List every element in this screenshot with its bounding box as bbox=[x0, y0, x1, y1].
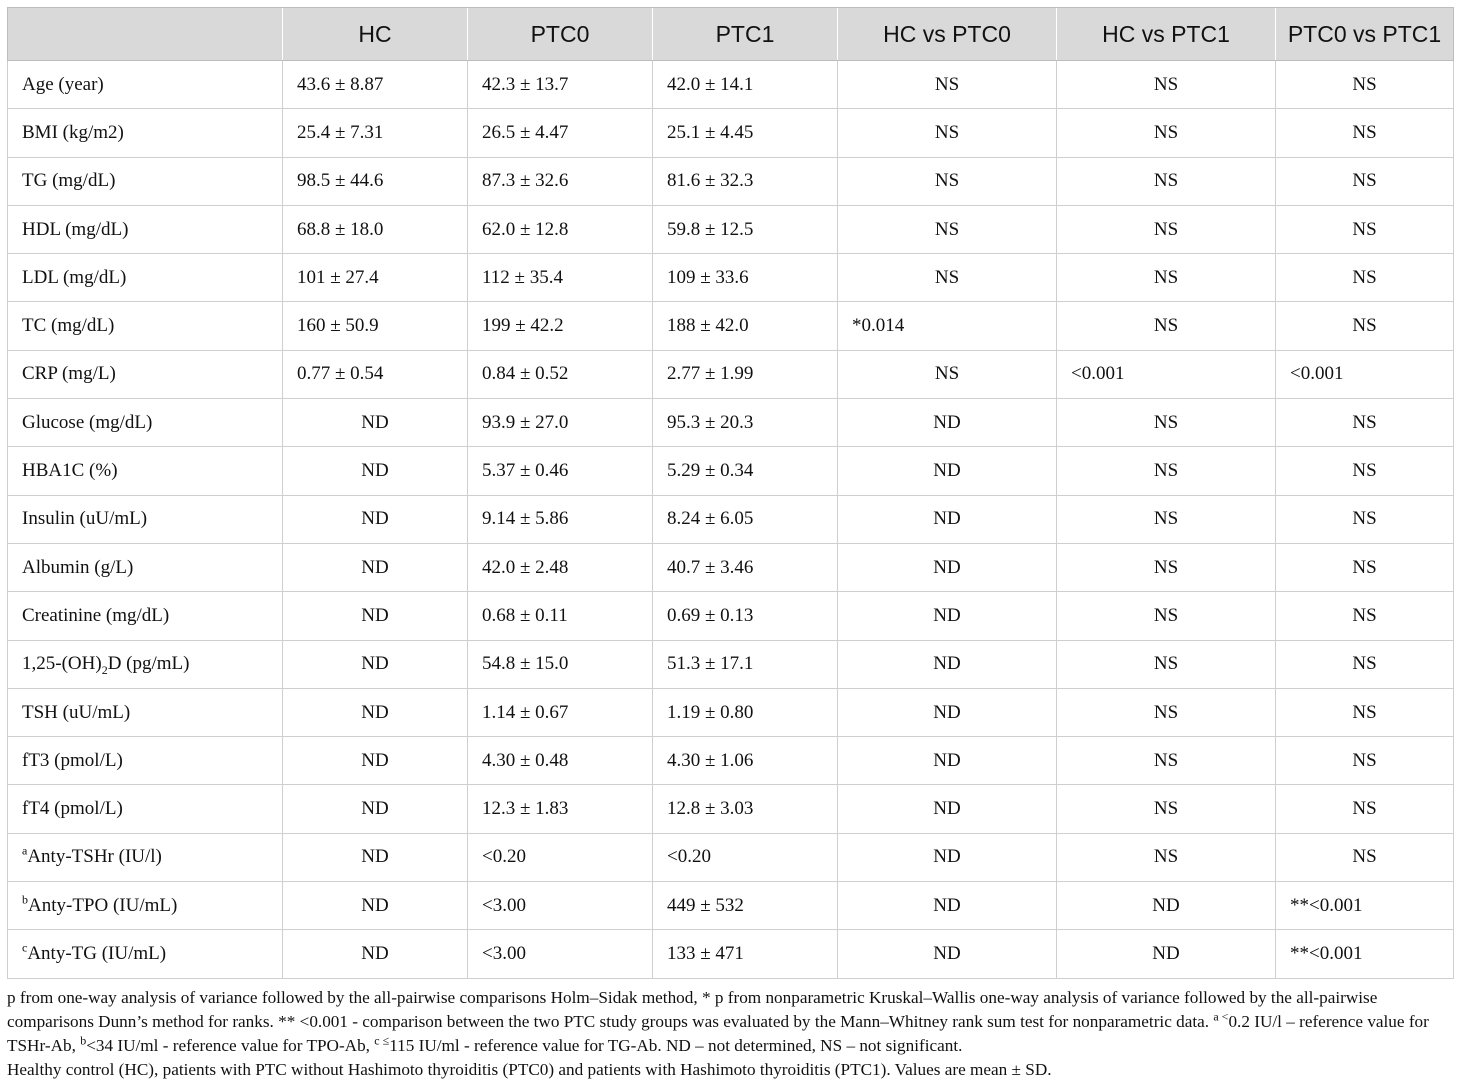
cell-ptc1: 95.3 ± 20.3 bbox=[653, 399, 838, 447]
cell-hc-vs-ptc1: NS bbox=[1057, 688, 1276, 736]
footnote-methods bbox=[7, 986, 1453, 1058]
cell-hc-vs-ptc0: NS bbox=[838, 350, 1057, 398]
cell-ptc0-vs-ptc1: NS bbox=[1276, 833, 1454, 881]
table-body bbox=[8, 61, 1454, 979]
cell-ptc1: 12.8 ± 3.03 bbox=[653, 785, 838, 833]
cell-hc-vs-ptc1: NS bbox=[1057, 592, 1276, 640]
table-row bbox=[8, 399, 1454, 447]
cell-hc-vs-ptc1: <0.001 bbox=[1057, 350, 1276, 398]
cell-ptc1: 0.69 ± 0.13 bbox=[653, 592, 838, 640]
footnote-methods-text: p from one-way analysis of variance followed by the all-pairwise comparisons Holm–Sidak method, * p from nonparametric Kruskal–Wallis one-way analysis of variance followed by the all-pairwise comparisons Dunn’s method for ranks. ** <0.001 - comparison between the two PTC study groups was evaluated by the Mann–Whitney rank sum test for nonparametric data. bbox=[7, 988, 1378, 1031]
footnote-ref-a: 0.2 IU/l – reference value for TSHr-Ab, bbox=[7, 1012, 1429, 1055]
row-label-text: Glucose (mg/dL) bbox=[22, 411, 153, 433]
cell-hc: 0.77 ± 0.54 bbox=[283, 350, 468, 398]
row-label bbox=[8, 350, 283, 398]
cell-ptc0: 5.37 ± 0.46 bbox=[468, 447, 653, 495]
row-label bbox=[8, 157, 283, 205]
row-label-text: fT3 (pmol/L) bbox=[22, 749, 123, 771]
row-label-text: TC (mg/dL) bbox=[22, 315, 115, 337]
row-label-superscript: a bbox=[22, 844, 28, 859]
cell-ptc1: 40.7 ± 3.46 bbox=[653, 543, 838, 591]
cell-ptc0-vs-ptc1: NS bbox=[1276, 109, 1454, 157]
cell-ptc0-vs-ptc1: NS bbox=[1276, 205, 1454, 253]
cell-ptc0: 1.14 ± 0.67 bbox=[468, 688, 653, 736]
row-label-text: HDL (mg/dL) bbox=[22, 218, 129, 240]
cell-ptc0-vs-ptc1: <0.001 bbox=[1276, 350, 1454, 398]
row-label-superscript: c bbox=[22, 940, 28, 955]
cell-ptc1: 42.0 ± 14.1 bbox=[653, 61, 838, 109]
cell-hc-vs-ptc1: NS bbox=[1057, 302, 1276, 350]
cell-hc-vs-ptc0: NS bbox=[838, 109, 1057, 157]
cell-ptc0: 112 ± 35.4 bbox=[468, 254, 653, 302]
cell-hc: ND bbox=[283, 833, 468, 881]
cell-hc-vs-ptc1: NS bbox=[1057, 447, 1276, 495]
cell-ptc0-vs-ptc1: NS bbox=[1276, 543, 1454, 591]
cell-ptc1: 1.19 ± 0.80 bbox=[653, 688, 838, 736]
cell-hc: ND bbox=[283, 543, 468, 591]
table-row bbox=[8, 543, 1454, 591]
cell-hc: ND bbox=[283, 592, 468, 640]
table-row bbox=[8, 785, 1454, 833]
cell-ptc0: 0.68 ± 0.11 bbox=[468, 592, 653, 640]
cell-ptc1: 51.3 ± 17.1 bbox=[653, 640, 838, 688]
row-label bbox=[8, 688, 283, 736]
column-header-hc-vs-ptc0: HC vs PTC0 bbox=[838, 8, 1057, 61]
cell-ptc1: 133 ± 471 bbox=[653, 930, 838, 978]
cell-hc-vs-ptc0: NS bbox=[838, 205, 1057, 253]
cell-hc: 68.8 ± 18.0 bbox=[283, 205, 468, 253]
table-row bbox=[8, 254, 1454, 302]
row-label bbox=[8, 61, 283, 109]
row-label-text: Anty-TG (IU/mL) bbox=[27, 942, 167, 964]
row-label bbox=[8, 543, 283, 591]
table-row bbox=[8, 109, 1454, 157]
cell-hc-vs-ptc0: *0.014 bbox=[838, 302, 1057, 350]
cell-hc: 98.5 ± 44.6 bbox=[283, 157, 468, 205]
cell-ptc0: <3.00 bbox=[468, 882, 653, 930]
row-label-text: TSH (uU/mL) bbox=[22, 701, 131, 723]
row-label bbox=[8, 254, 283, 302]
row-label-text: Anty-TSHr (IU/l) bbox=[27, 846, 162, 868]
cell-ptc1: 59.8 ± 12.5 bbox=[653, 205, 838, 253]
cell-ptc1: 2.77 ± 1.99 bbox=[653, 350, 838, 398]
cell-ptc0: 9.14 ± 5.86 bbox=[468, 495, 653, 543]
cell-ptc1: 81.6 ± 32.3 bbox=[653, 157, 838, 205]
cell-hc-vs-ptc1: NS bbox=[1057, 205, 1276, 253]
cell-hc-vs-ptc0: ND bbox=[838, 688, 1057, 736]
cell-hc: ND bbox=[283, 495, 468, 543]
row-label bbox=[8, 930, 283, 978]
cell-hc-vs-ptc0: ND bbox=[838, 592, 1057, 640]
row-label-text: Creatinine (mg/dL) bbox=[22, 604, 170, 626]
row-label bbox=[8, 495, 283, 543]
row-label-text: D (pg/mL) bbox=[107, 653, 190, 675]
data-table bbox=[7, 7, 1454, 979]
cell-ptc0-vs-ptc1: **<0.001 bbox=[1276, 930, 1454, 978]
cell-ptc0-vs-ptc1: NS bbox=[1276, 157, 1454, 205]
cell-hc-vs-ptc1: NS bbox=[1057, 399, 1276, 447]
cell-hc: ND bbox=[283, 737, 468, 785]
cell-ptc0: <3.00 bbox=[468, 930, 653, 978]
cell-ptc1: 8.24 ± 6.05 bbox=[653, 495, 838, 543]
cell-ptc0: 62.0 ± 12.8 bbox=[468, 205, 653, 253]
row-label bbox=[8, 109, 283, 157]
row-label bbox=[8, 833, 283, 881]
cell-ptc0-vs-ptc1: NS bbox=[1276, 254, 1454, 302]
row-label bbox=[8, 640, 283, 688]
table-header bbox=[8, 8, 1454, 61]
cell-hc-vs-ptc1: ND bbox=[1057, 930, 1276, 978]
table-row bbox=[8, 592, 1454, 640]
cell-hc-vs-ptc0: ND bbox=[838, 399, 1057, 447]
row-label-text: Age (year) bbox=[22, 73, 104, 95]
cell-ptc1: 4.30 ± 1.06 bbox=[653, 737, 838, 785]
cell-ptc0-vs-ptc1: NS bbox=[1276, 785, 1454, 833]
cell-hc-vs-ptc0: NS bbox=[838, 254, 1057, 302]
cell-hc-vs-ptc0: ND bbox=[838, 495, 1057, 543]
cell-ptc1: 25.1 ± 4.45 bbox=[653, 109, 838, 157]
row-label bbox=[8, 592, 283, 640]
cell-hc-vs-ptc0: ND bbox=[838, 785, 1057, 833]
cell-hc-vs-ptc0: ND bbox=[838, 737, 1057, 785]
row-label bbox=[8, 882, 283, 930]
footnote-sup-c: c ≤ bbox=[374, 1033, 390, 1048]
cell-hc: ND bbox=[283, 447, 468, 495]
cell-hc: ND bbox=[283, 882, 468, 930]
table-row bbox=[8, 205, 1454, 253]
cell-ptc0-vs-ptc1: NS bbox=[1276, 688, 1454, 736]
cell-hc-vs-ptc1: NS bbox=[1057, 737, 1276, 785]
column-header-hc-vs-ptc1: HC vs PTC1 bbox=[1057, 8, 1276, 61]
cell-hc-vs-ptc0: ND bbox=[838, 882, 1057, 930]
cell-hc-vs-ptc1: NS bbox=[1057, 495, 1276, 543]
table-row bbox=[8, 640, 1454, 688]
cell-ptc1: 449 ± 532 bbox=[653, 882, 838, 930]
cell-hc-vs-ptc0: NS bbox=[838, 61, 1057, 109]
cell-ptc0-vs-ptc1: NS bbox=[1276, 399, 1454, 447]
cell-hc: ND bbox=[283, 785, 468, 833]
cell-ptc0: 87.3 ± 32.6 bbox=[468, 157, 653, 205]
cell-ptc0-vs-ptc1: NS bbox=[1276, 592, 1454, 640]
cell-hc: 43.6 ± 8.87 bbox=[283, 61, 468, 109]
cell-ptc1: 109 ± 33.6 bbox=[653, 254, 838, 302]
row-label-text: BMI (kg/m2) bbox=[22, 121, 124, 143]
footnote-groups: Healthy control (HC), patients with PTC without Hashimoto thyroiditis (PTC0) and patients with Hashimoto thyroiditis (PTC1). Values are mean ± SD. bbox=[7, 1060, 1052, 1079]
table-row bbox=[8, 833, 1454, 881]
row-label-superscript: b bbox=[22, 892, 28, 907]
cell-ptc0: 4.30 ± 0.48 bbox=[468, 737, 653, 785]
table-row bbox=[8, 495, 1454, 543]
column-header-ptc0-vs-ptc1: PTC0 vs PTC1 bbox=[1276, 8, 1454, 61]
footnote-sup-a: a < bbox=[1213, 1009, 1229, 1024]
row-label-text: fT4 (pmol/L) bbox=[22, 798, 123, 820]
row-label-text: TG (mg/dL) bbox=[22, 170, 116, 192]
cell-hc-vs-ptc1: NS bbox=[1057, 157, 1276, 205]
table-row bbox=[8, 350, 1454, 398]
row-label bbox=[8, 302, 283, 350]
cell-ptc1: <0.20 bbox=[653, 833, 838, 881]
table-row bbox=[8, 688, 1454, 736]
column-header-label bbox=[8, 8, 283, 61]
table-row bbox=[8, 882, 1454, 930]
cell-hc: 101 ± 27.4 bbox=[283, 254, 468, 302]
cell-hc: ND bbox=[283, 640, 468, 688]
cell-hc: ND bbox=[283, 399, 468, 447]
table-row bbox=[8, 737, 1454, 785]
cell-ptc0-vs-ptc1: NS bbox=[1276, 61, 1454, 109]
cell-hc-vs-ptc1: ND bbox=[1057, 882, 1276, 930]
row-label-text: Albumin (g/L) bbox=[22, 556, 134, 578]
cell-hc-vs-ptc0: ND bbox=[838, 833, 1057, 881]
cell-hc-vs-ptc1: NS bbox=[1057, 833, 1276, 881]
cell-hc: ND bbox=[283, 930, 468, 978]
cell-hc: 160 ± 50.9 bbox=[283, 302, 468, 350]
row-label-text: LDL (mg/dL) bbox=[22, 266, 127, 288]
row-label bbox=[8, 205, 283, 253]
table-footnote bbox=[7, 986, 1453, 1082]
cell-ptc0-vs-ptc1: NS bbox=[1276, 640, 1454, 688]
table-row bbox=[8, 61, 1454, 109]
cell-ptc1: 188 ± 42.0 bbox=[653, 302, 838, 350]
cell-ptc0: 42.0 ± 2.48 bbox=[468, 543, 653, 591]
row-label-text: HBA1C (%) bbox=[22, 460, 118, 482]
column-header-ptc1: PTC1 bbox=[653, 8, 838, 61]
row-label-text: Insulin (uU/mL) bbox=[22, 508, 148, 530]
cell-hc-vs-ptc0: ND bbox=[838, 543, 1057, 591]
column-header-hc: HC bbox=[283, 8, 468, 61]
cell-hc-vs-ptc0: NS bbox=[838, 157, 1057, 205]
cell-hc: ND bbox=[283, 688, 468, 736]
footnote-ref-b: <34 IU/ml - reference value for TPO-Ab, bbox=[86, 1036, 370, 1055]
row-label-text: Anty-TPO (IU/mL) bbox=[28, 894, 178, 916]
cell-ptc1: 5.29 ± 0.34 bbox=[653, 447, 838, 495]
cell-hc-vs-ptc1: NS bbox=[1057, 61, 1276, 109]
row-label-text: 1,25-(OH) bbox=[22, 653, 102, 675]
row-label bbox=[8, 447, 283, 495]
cell-ptc0-vs-ptc1: NS bbox=[1276, 495, 1454, 543]
cell-ptc0-vs-ptc1: NS bbox=[1276, 447, 1454, 495]
cell-ptc0: <0.20 bbox=[468, 833, 653, 881]
cell-ptc0-vs-ptc1: NS bbox=[1276, 302, 1454, 350]
cell-hc-vs-ptc0: ND bbox=[838, 930, 1057, 978]
table-row bbox=[8, 447, 1454, 495]
cell-ptc0: 26.5 ± 4.47 bbox=[468, 109, 653, 157]
footnote-ref-c: 115 IU/ml - reference value for TG-Ab. ND – not determined, NS – not significant. bbox=[389, 1036, 963, 1055]
row-label-subscript: 2 bbox=[101, 663, 108, 677]
cell-hc-vs-ptc1: NS bbox=[1057, 543, 1276, 591]
cell-hc-vs-ptc1: NS bbox=[1057, 640, 1276, 688]
table-row bbox=[8, 930, 1454, 978]
cell-hc-vs-ptc0: ND bbox=[838, 640, 1057, 688]
cell-hc: 25.4 ± 7.31 bbox=[283, 109, 468, 157]
row-label bbox=[8, 785, 283, 833]
column-header-ptc0: PTC0 bbox=[468, 8, 653, 61]
cell-ptc0: 0.84 ± 0.52 bbox=[468, 350, 653, 398]
cell-ptc0: 42.3 ± 13.7 bbox=[468, 61, 653, 109]
cell-ptc0-vs-ptc1: **<0.001 bbox=[1276, 882, 1454, 930]
cell-ptc0: 199 ± 42.2 bbox=[468, 302, 653, 350]
cell-hc-vs-ptc1: NS bbox=[1057, 254, 1276, 302]
cell-hc-vs-ptc0: ND bbox=[838, 447, 1057, 495]
row-label bbox=[8, 399, 283, 447]
footnote-sup-b: b bbox=[80, 1033, 87, 1048]
table-row bbox=[8, 157, 1454, 205]
cell-ptc0-vs-ptc1: NS bbox=[1276, 737, 1454, 785]
cell-hc-vs-ptc1: NS bbox=[1057, 785, 1276, 833]
cell-hc-vs-ptc1: NS bbox=[1057, 109, 1276, 157]
row-label-text: CRP (mg/L) bbox=[22, 363, 116, 385]
cell-ptc0: 93.9 ± 27.0 bbox=[468, 399, 653, 447]
row-label bbox=[8, 737, 283, 785]
cell-ptc0: 12.3 ± 1.83 bbox=[468, 785, 653, 833]
cell-ptc0: 54.8 ± 15.0 bbox=[468, 640, 653, 688]
table-row bbox=[8, 302, 1454, 350]
data-table-container bbox=[7, 7, 1453, 979]
